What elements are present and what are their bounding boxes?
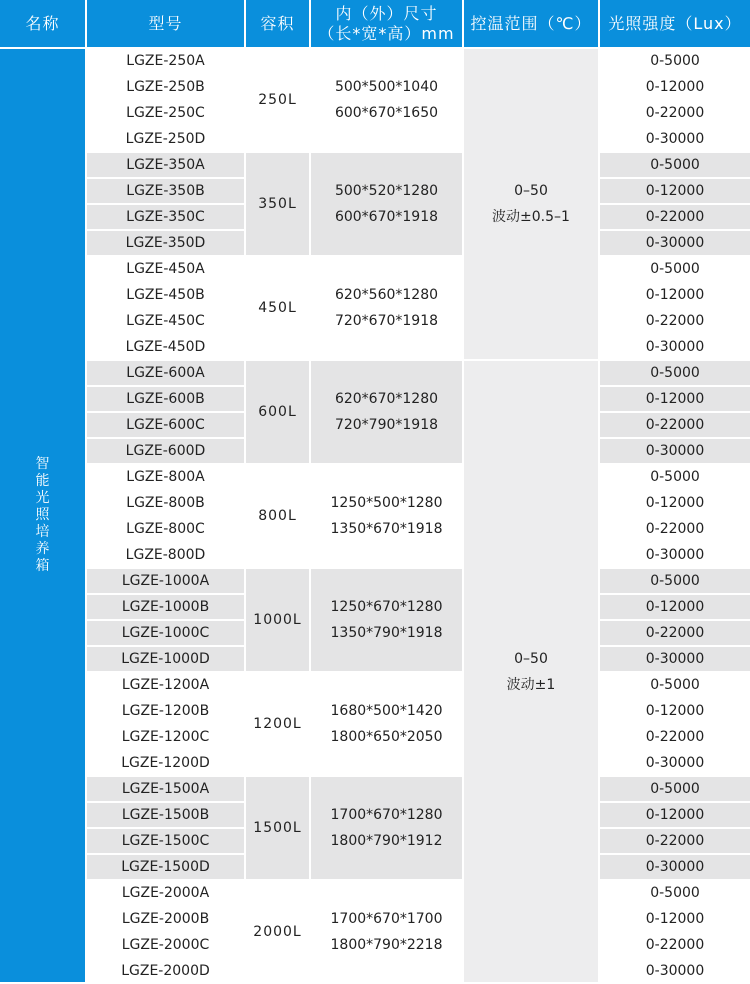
model-cell: LGZE-250B xyxy=(86,74,245,100)
model-cell: LGZE-1200D xyxy=(86,750,245,776)
temp-range-cell xyxy=(463,48,599,360)
inner-dimensions: 1680*500*1420 xyxy=(330,703,443,719)
table-row xyxy=(0,48,750,74)
lux-cell: 0-12000 xyxy=(599,282,750,308)
lux-cell: 0-12000 xyxy=(599,594,750,620)
lux-cell: 0-30000 xyxy=(599,854,750,880)
outer-dimensions: 720*670*1918 xyxy=(334,313,439,329)
outer-dimensions: 600*670*1650 xyxy=(334,105,439,121)
model-cell: LGZE-600B xyxy=(86,386,245,412)
model-cell: LGZE-350D xyxy=(86,230,245,256)
lux-cell: 0-22000 xyxy=(599,516,750,542)
header-lux: 光照强度（Lux） xyxy=(599,0,750,48)
model-cell: LGZE-1000B xyxy=(86,594,245,620)
inner-dimensions: 1700*670*1280 xyxy=(330,807,443,823)
lux-cell: 0-12000 xyxy=(599,802,750,828)
lux-cell: 0-12000 xyxy=(599,490,750,516)
header-temp-range: 控温范围（℃） xyxy=(463,0,599,48)
dimensions-cell xyxy=(310,672,463,776)
lux-cell: 0-5000 xyxy=(599,360,750,386)
outer-dimensions: 1800*650*2050 xyxy=(330,729,443,745)
outer-dimensions: 1800*790*2218 xyxy=(330,936,443,953)
lux-cell: 0-5000 xyxy=(599,152,750,178)
model-cell: LGZE-2000A xyxy=(86,880,245,906)
lux-cell: 0-12000 xyxy=(599,178,750,204)
lux-cell: 0-12000 xyxy=(599,906,750,932)
dimensions-cell xyxy=(310,568,463,672)
lux-cell: 0-30000 xyxy=(599,958,750,983)
table-row xyxy=(0,776,750,802)
lux-cell: 0-30000 xyxy=(599,438,750,464)
temp-range: 0–50 xyxy=(514,183,548,199)
lux-cell: 0-22000 xyxy=(599,308,750,334)
model-cell: LGZE-800A xyxy=(86,464,245,490)
lux-cell: 0-22000 xyxy=(599,204,750,230)
header-name: 名称 xyxy=(0,0,86,48)
temp-fluctuation: 波动±1 xyxy=(506,676,556,693)
lux-cell: 0-5000 xyxy=(599,256,750,282)
outer-dimensions: 1350*790*1918 xyxy=(330,625,443,641)
dimensions-cell xyxy=(310,152,463,256)
inner-dimensions: 1250*670*1280 xyxy=(330,599,443,615)
model-cell: LGZE-350B xyxy=(86,178,245,204)
model-cell: LGZE-1500D xyxy=(86,854,245,880)
model-cell: LGZE-250C xyxy=(86,100,245,126)
model-cell: LGZE-2000D xyxy=(86,958,245,983)
model-cell: LGZE-1000A xyxy=(86,568,245,594)
model-cell: LGZE-600D xyxy=(86,438,245,464)
model-cell: LGZE-450A xyxy=(86,256,245,282)
lux-cell: 0-30000 xyxy=(599,542,750,568)
capacity-cell: 2000L xyxy=(245,880,310,983)
capacity-cell: 600L xyxy=(245,360,310,464)
outer-dimensions: 600*670*1918 xyxy=(334,209,439,225)
capacity-cell: 1200L xyxy=(245,672,310,776)
lux-cell: 0-30000 xyxy=(599,230,750,256)
lux-cell: 0-22000 xyxy=(599,932,750,958)
lux-cell: 0-12000 xyxy=(599,386,750,412)
model-cell: LGZE-350A xyxy=(86,152,245,178)
table-row xyxy=(0,256,750,282)
outer-dimensions: 1350*670*1918 xyxy=(330,521,443,537)
lux-cell: 0-5000 xyxy=(599,672,750,698)
model-cell: LGZE-1200C xyxy=(86,724,245,750)
lux-cell: 0-5000 xyxy=(599,464,750,490)
inner-dimensions: 500*500*1040 xyxy=(334,79,439,95)
header-dimensions-line1: 内（外）尺寸 xyxy=(335,3,438,23)
lux-cell: 0-22000 xyxy=(599,100,750,126)
header-row xyxy=(0,0,750,48)
dimensions-cell xyxy=(310,880,463,983)
model-cell: LGZE-1500B xyxy=(86,802,245,828)
header-model: 型号 xyxy=(86,0,245,48)
model-cell: LGZE-450D xyxy=(86,334,245,360)
inner-dimensions: 1700*670*1700 xyxy=(330,910,443,927)
model-cell: LGZE-450C xyxy=(86,308,245,334)
lux-cell: 0-5000 xyxy=(599,48,750,74)
lux-cell: 0-22000 xyxy=(599,412,750,438)
dimensions-cell xyxy=(310,776,463,880)
header-dimensions xyxy=(310,0,463,48)
model-cell: LGZE-2000B xyxy=(86,906,245,932)
table-row xyxy=(0,568,750,594)
model-cell: LGZE-250D xyxy=(86,126,245,152)
model-cell: LGZE-800C xyxy=(86,516,245,542)
model-cell: LGZE-450B xyxy=(86,282,245,308)
model-cell: LGZE-1000C xyxy=(86,620,245,646)
temp-range-cell xyxy=(463,360,599,983)
table-row xyxy=(0,880,750,906)
dimensions-cell xyxy=(310,464,463,568)
product-name-cell xyxy=(0,48,86,983)
header-dimensions-line2: （长*宽*高）mm xyxy=(318,23,455,43)
lux-cell: 0-30000 xyxy=(599,750,750,776)
capacity-cell: 800L xyxy=(245,464,310,568)
capacity-cell: 1000L xyxy=(245,568,310,672)
capacity-cell: 250L xyxy=(245,48,310,152)
temp-range: 0–50 xyxy=(514,650,548,667)
lux-cell: 0-5000 xyxy=(599,568,750,594)
table-row xyxy=(0,360,750,386)
header-capacity: 容积 xyxy=(245,0,310,48)
lux-cell: 0-5000 xyxy=(599,776,750,802)
lux-cell: 0-30000 xyxy=(599,126,750,152)
model-cell: LGZE-2000C xyxy=(86,932,245,958)
capacity-cell: 450L xyxy=(245,256,310,360)
capacity-cell: 1500L xyxy=(245,776,310,880)
outer-dimensions: 1800*790*1912 xyxy=(330,833,443,849)
lux-cell: 0-12000 xyxy=(599,74,750,100)
dimensions-cell xyxy=(310,256,463,360)
model-cell: LGZE-1500A xyxy=(86,776,245,802)
inner-dimensions: 500*520*1280 xyxy=(334,183,439,199)
lux-cell: 0-5000 xyxy=(599,880,750,906)
lux-cell: 0-22000 xyxy=(599,724,750,750)
dimensions-cell xyxy=(310,48,463,152)
table-row xyxy=(0,152,750,178)
model-cell: LGZE-1500C xyxy=(86,828,245,854)
capacity-cell: 350L xyxy=(245,152,310,256)
inner-dimensions: 620*560*1280 xyxy=(334,287,439,303)
model-cell: LGZE-1000D xyxy=(86,646,245,672)
model-cell: LGZE-1200A xyxy=(86,672,245,698)
model-cell: LGZE-800D xyxy=(86,542,245,568)
temp-fluctuation: 波动±0.5–1 xyxy=(492,209,570,225)
lux-cell: 0-22000 xyxy=(599,828,750,854)
model-cell: LGZE-350C xyxy=(86,204,245,230)
inner-dimensions: 1250*500*1280 xyxy=(330,495,443,511)
lux-cell: 0-22000 xyxy=(599,620,750,646)
lux-cell: 0-30000 xyxy=(599,646,750,672)
product-name: 智能光照培养箱 xyxy=(35,456,50,574)
model-cell: LGZE-1200B xyxy=(86,698,245,724)
model-cell: LGZE-600C xyxy=(86,412,245,438)
lux-cell: 0-12000 xyxy=(599,698,750,724)
table-row xyxy=(0,464,750,490)
model-cell: LGZE-600A xyxy=(86,360,245,386)
inner-dimensions: 620*670*1280 xyxy=(334,391,439,407)
model-cell: LGZE-250A xyxy=(86,48,245,74)
table-body xyxy=(0,48,750,983)
model-cell: LGZE-800B xyxy=(86,490,245,516)
table-row xyxy=(0,672,750,698)
dimensions-cell xyxy=(310,360,463,464)
outer-dimensions: 720*790*1918 xyxy=(334,417,439,433)
lux-cell: 0-30000 xyxy=(599,334,750,360)
